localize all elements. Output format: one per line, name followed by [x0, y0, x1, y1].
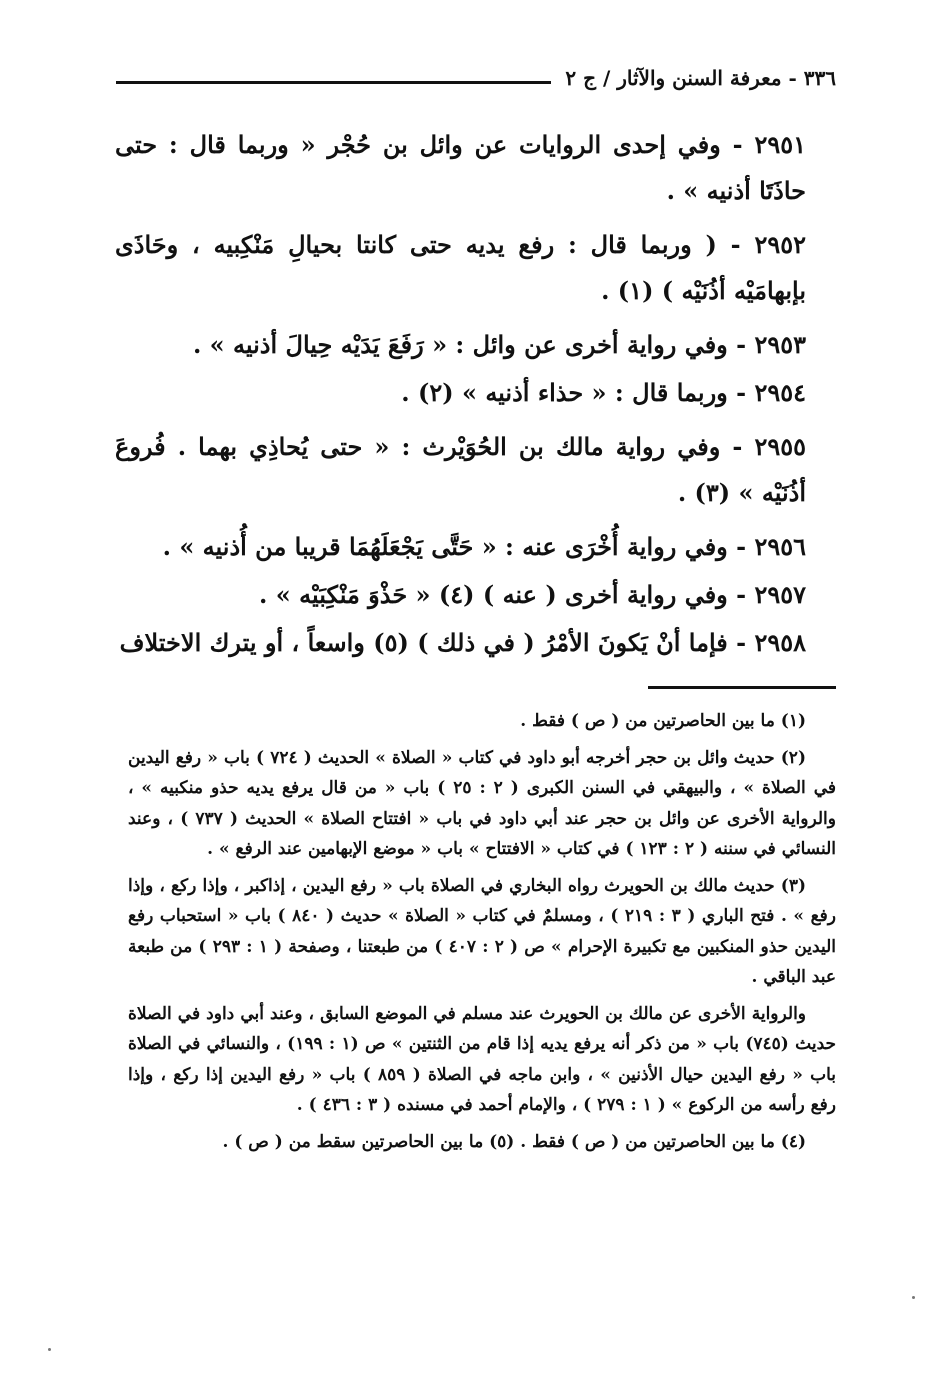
footnote-3-continued: والرواية الأخرى عن مالك بن الحويرث عند مسلم في الموضع السابق ، وعند أبي داود في الصلاة حديث (٧٤٥) باب « من ذكر أنه يرفع يديه إذا قام من الثنتين » ص (١ : ١٩٩) ، والنسائي في الصلاة باب « رفع اليدين حيال الأذنين » ، وابن ماجه في الصلاة ( ٨٥٩ ) باب « رفع اليدين إذا ركع ، وإذا رفع رأسه من الركوع » ( ١ : ٢٧٩ ) ، والإمام أحمد في مسنده ( ٣ : ٤٣٦ ) .	[128, 1003, 836, 1115]
header-rule	[116, 81, 551, 84]
paragraph-2953: ٢٩٥٣ - وفي رواية أخرى عن وائل : « رَفَعَ يَدَيْه حِيالَ أذنيه » .	[192, 330, 806, 359]
footnote-4-5: (٤) ما بين الحاصرتين من ( ص ) فقط . (٥) ما بين الحاصرتين سقط من ( ص ) .	[222, 1131, 806, 1152]
running-header-title: ٣٣٦ - معرفة السنن والآثار / ج ٢	[565, 66, 836, 90]
scan-speck	[48, 1348, 51, 1351]
paragraph-2958: ٢٩٥٨ - فإما أنْ يَكونَ الأمْرُ ( في ذلك ) (٥) واسعاً ، أو يترك الاختلاف	[119, 628, 806, 657]
footnote-3: (٣) حديث مالك بن الحويرث رواه البخاري في الصلاة باب « رفع اليدين ، إذاكبر ، وإذا ركع ، وإذا رفع » . فتح الباري ( ٣ : ٢١٩ ) ، ومسلمٌ في كتاب « الصلاة » حديث ( ٨٤٠ ) باب « استحباب رفع اليدين حذو المنكبين مع تكبيرة الإحرام » ص ( ٢ : ٤٠٧ ) من طبعتنا ، وصفحة ( ١ : ٢٩٣ ) من طبعة عبد الباقي .	[128, 875, 836, 987]
paragraph-2952: ٢٩٥٢ - ( وربما قال : رفع يديه حتى كانتا بحيالِ مَنْكِبيه ، وحَاذَى بإبهامَيْه أذُنَيْه ) (١) .	[115, 230, 806, 305]
paragraph-2951: ٢٩٥١ - وفي إحدى الروايات عن وائل بن حُجْر « وربما قال : حتى حاذَتَا أذنيه » .	[115, 130, 806, 205]
footnote-separator	[648, 686, 836, 689]
footnotes	[128, 706, 836, 1163]
paragraph-2956: ٢٩٥٦ - وفي رواية أُخْرَى عنه : « حَتَّى يَجْعَلَهُمَا قريبا من أُذنيه » .	[162, 532, 806, 561]
scan-speck	[912, 1296, 915, 1299]
footnote-1: (١) ما بين الحاصرتين من ( ص ) فقط .	[520, 711, 806, 731]
main-text	[115, 122, 836, 674]
paragraph-2955: ٢٩٥٥ - وفي رواية مالك بن الحُوَيْرث : « حتى يُحاذِي بهما . فُروعَ أذُنَيْه » (٣) .	[115, 432, 806, 507]
paragraph-2957: ٢٩٥٧ - وفي رواية أخرى ( عنه ) (٤) « حَذْوَ مَنْكِبَيْه » .	[259, 580, 806, 609]
page-header	[116, 62, 836, 94]
paragraph-2954: ٢٩٥٤ - وربما قال : « حذاء أذنيه » (٢) .	[401, 378, 806, 407]
footnote-2: (٢) حديث وائل بن حجر أخرجه أبو داود في كتاب « الصلاة » الحديث ( ٧٢٤ ) باب « رفع اليدين في الصلاة » ، والبيهقي في السنن الكبرى ( ٢ : ٢٥ ) باب « من قال يرفع يديه حذو منكبيه » ، والرواية الأخرى عن وائل بن حجر عند أبي داود في باب « افتتاح الصلاة » الحديث ( ٧٣٧ ) ، وعند النسائي في سننه ( ٢ : ١٢٣ ) في كتاب « الافتتاح » باب « موضع الإبهامين عند الرفع » .	[128, 747, 836, 859]
